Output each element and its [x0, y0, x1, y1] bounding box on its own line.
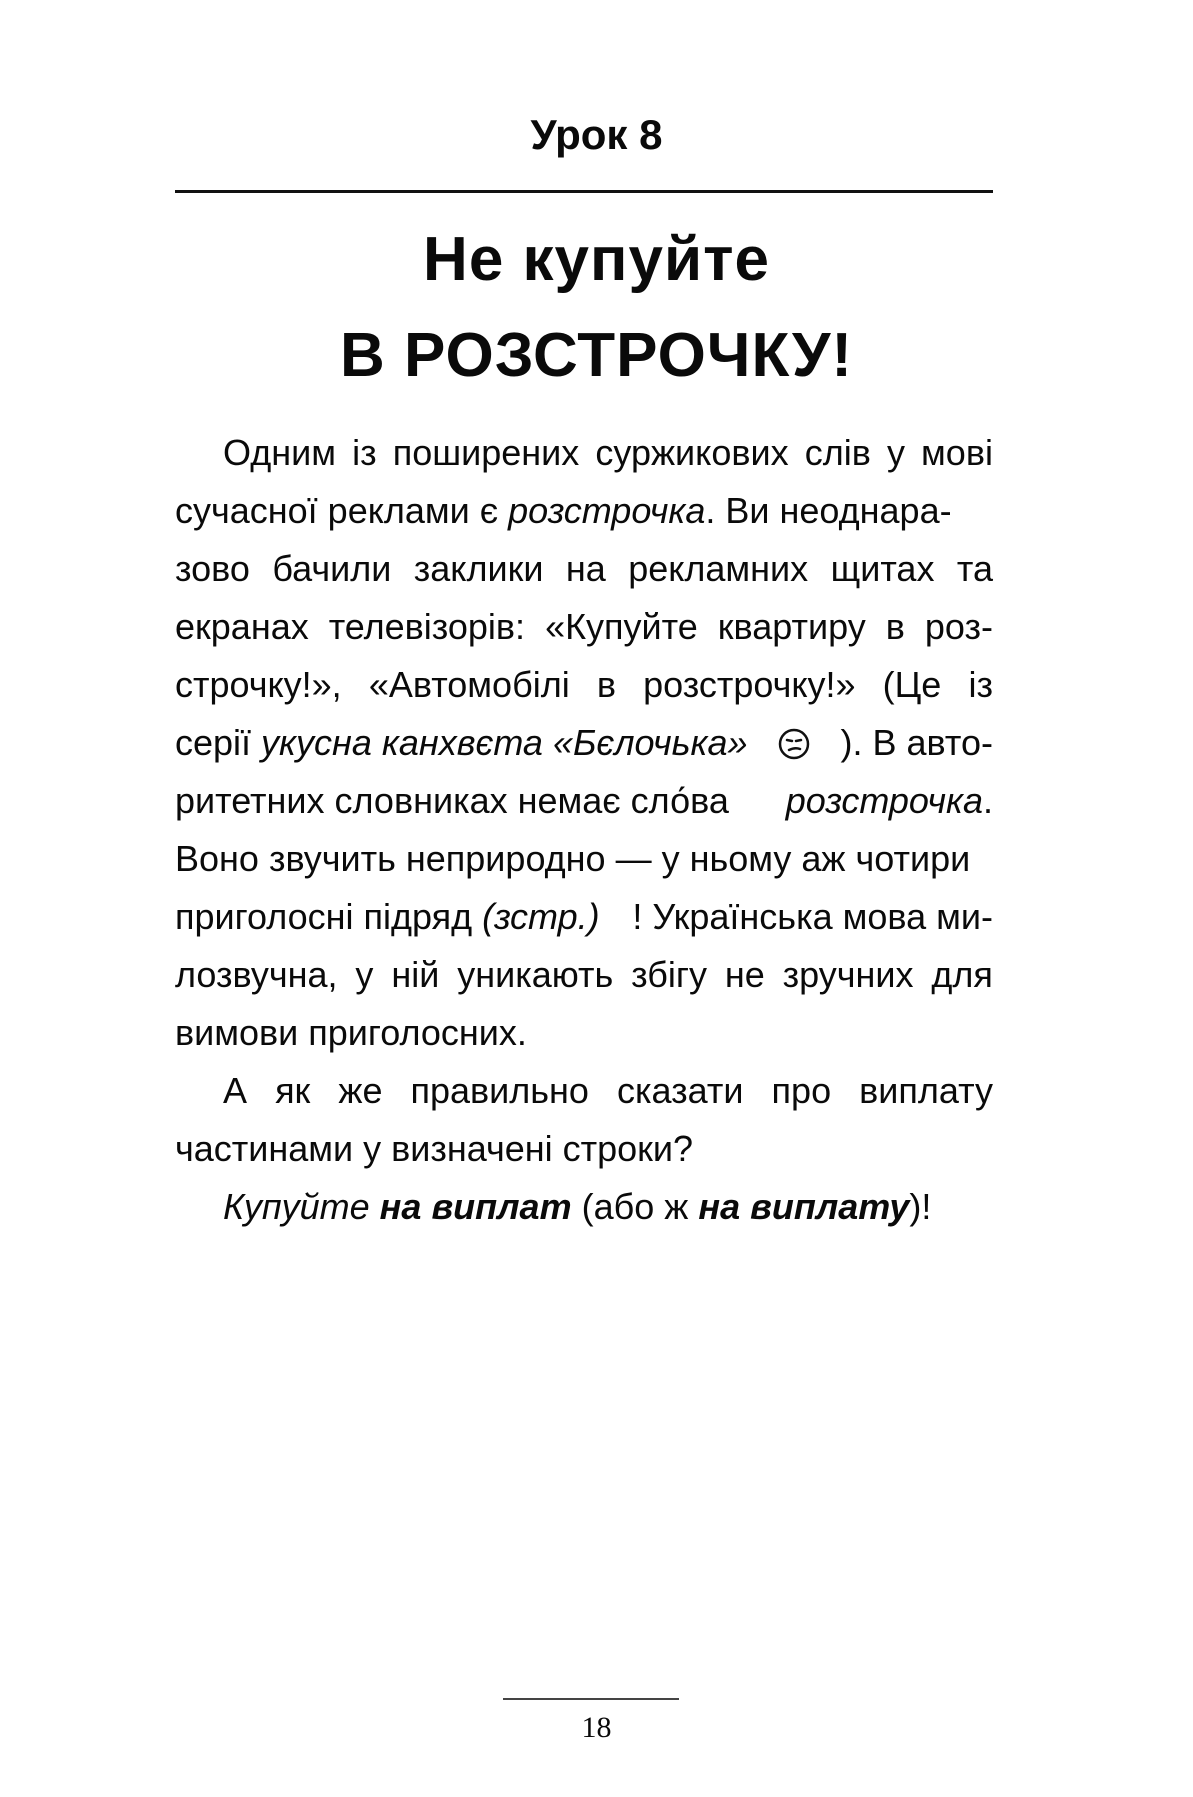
title-line-1: Не купуйте	[423, 225, 770, 294]
p2-line-1: А як же правильно сказати про виплату	[223, 1070, 993, 1111]
lesson-label: Урок 8	[530, 111, 663, 158]
page-number: 18	[581, 1711, 612, 1744]
p1-line-2: сучасної реклами є розстрочка. Ви неоднара-	[175, 490, 952, 531]
footer-divider	[503, 1698, 679, 1700]
header-divider	[175, 190, 993, 193]
p1-line-3: зово бачили заклики на рекламних щитах та	[175, 548, 993, 589]
p1-line-10: лозвучна, у ній уникають збігу не зручних для	[175, 954, 993, 995]
p1-line-9: приголосні підряд (зстр.) ! Українська мова ми-	[175, 896, 993, 937]
p1-line-11: вимови приголосних.	[175, 1012, 527, 1053]
p1-line-7: ритетних словниках немає сло́ва розстрочка.	[175, 780, 993, 821]
p1-line-8: Воно звучить неприродно — у ньому аж чотири	[175, 838, 971, 879]
body-text	[175, 424, 993, 1236]
p2-line-2: частинами у визначені строки?	[175, 1128, 694, 1169]
p3-line-1: Купуйте на виплат (або ж на виплату)!	[223, 1186, 932, 1227]
title-line-2: В РОЗСТРОЧКУ!	[339, 321, 854, 390]
smirk-face-icon	[777, 720, 811, 754]
p1-line-5: строчку!», «Автомобілі в розстрочку!» (Це із	[175, 664, 993, 705]
p1-line-6: серії укусна канхвєта «Бєлочька» ). В авто-	[175, 722, 993, 763]
p1-line-1: Одним із поширених суржикових слів у мові	[223, 432, 993, 473]
p1-line-4: екранах телевізорів: «Купуйте квартиру в роз-	[175, 606, 993, 647]
page-title	[0, 212, 1193, 404]
